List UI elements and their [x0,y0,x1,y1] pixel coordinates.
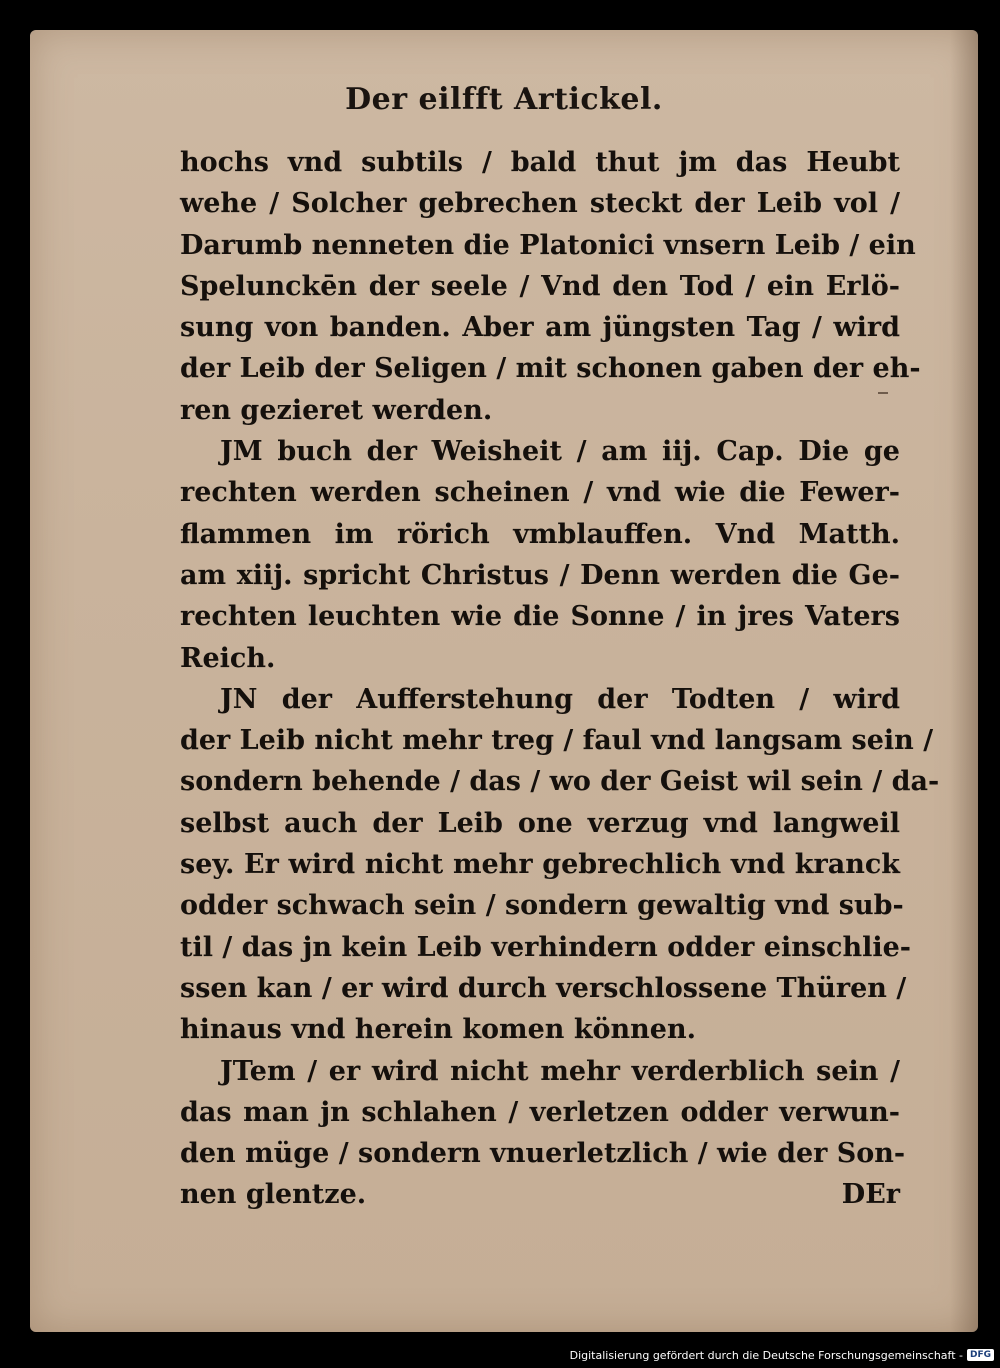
text-line: Reich. [180,642,276,674]
text-line: JN der Aufferstehung der Todten / wird [220,683,900,715]
footer-text: Digitalisierung gefördert durch die Deutsche Forschungsgemeinschaft - [569,1348,963,1362]
text-line: rechten werden scheinen / vnd wie die Fewer- [180,477,900,509]
text-line: ren gezieret werden. [180,394,493,426]
text-line: rechten leuchten wie die Sonne / in jres Vaters [180,601,900,633]
last-text-line [180,1174,900,1215]
text-line: flammen im rörich vmblauffen. Vnd Matth. [180,518,900,550]
text-line: til / das jn kein Leib verhindern odder einschlie- [180,931,912,963]
body-text [180,142,940,1216]
text-line: selbst auch der Leib one verzug vnd langweil [180,807,900,839]
text-line: sondern behende / das / wo der Geist wil sein / da- [180,766,940,798]
dfg-logo-icon: DFG [967,1349,994,1361]
text-line: Spelunckēn der seele / Vnd den Tod / ein Erlö- [180,270,900,302]
text-line: hinaus vnd herein komen können. [180,1014,697,1046]
text-line: odder schwach sein / sondern gewaltig vnd sub- [180,890,904,922]
text-line: ssen kan / er wird durch verschlossene Thüren / [180,972,907,1004]
catchword: DEr [841,1179,900,1211]
text-line: der Leib nicht mehr treg / faul vnd langsam sein / [180,725,934,757]
running-head: Der eilfft Artickel. [345,82,663,117]
text-line: JTem / er wird nicht mehr verderblich sein / [220,1055,900,1087]
text-line: am xiij. spricht Christus / Denn werden die Ge- [180,559,900,591]
margin-mark [878,392,888,394]
text-line: Darumb nenneten die Platonici vnsern Leib / ein [180,229,916,261]
book-page [30,30,978,1332]
text-line: der Leib der Seligen / mit schonen gaben der eh- [180,353,921,385]
text-line: wehe / Solcher gebrechen steckt der Leib vol / [180,188,900,220]
text-line: hochs vnd subtils / bald thut jm das Heubt [180,147,900,178]
text-line: nen glentze. [180,1179,367,1211]
text-line: JM buch der Weisheit / am iij. Cap. Die ge [220,436,900,468]
text-line: sey. Er wird nicht mehr gebrechlich vnd kranck [180,849,900,881]
digitization-footer [570,1344,994,1366]
text-line: den müge / sondern vnuerletzlich / wie der Son- [180,1138,906,1170]
text-line: das man jn schlahen / verletzen odder verwun- [180,1096,900,1128]
text-line: sung von banden. Aber am jüngsten Tag / wird [180,312,900,344]
